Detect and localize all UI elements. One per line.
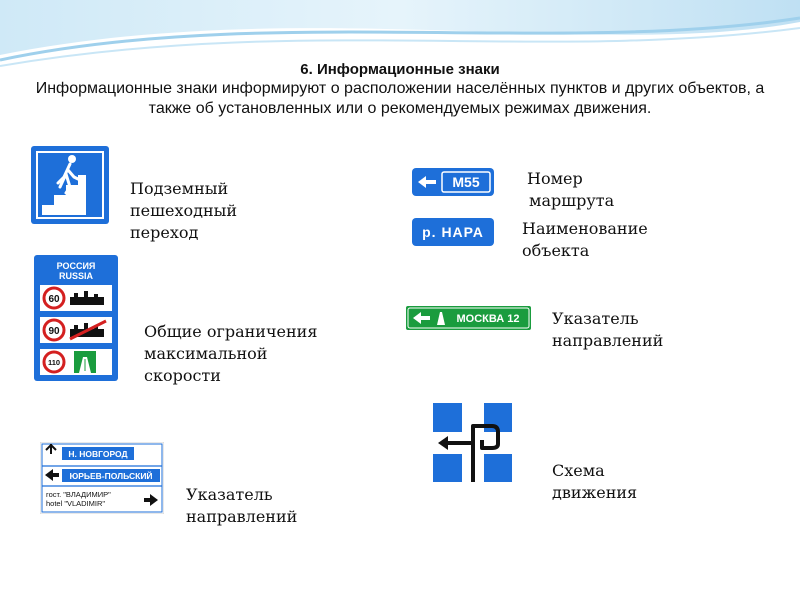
caption-line: переход (130, 223, 199, 242)
direction-board-sign (40, 442, 164, 514)
country-label: РОССИЯ (56, 261, 96, 271)
speed-limit-value: 60 (48, 294, 60, 305)
country-latin-label: RUSSIA (58, 271, 94, 281)
object-name-caption (522, 218, 648, 262)
direction-row-text: ЮРЬЕВ-ПОЛЬСКИЙ (69, 471, 153, 481)
caption-line: Указатель (552, 309, 639, 328)
object-name-text: р. НАРА (422, 224, 484, 240)
caption-line: максимальной (144, 344, 268, 363)
caption-line: Номер (527, 169, 583, 188)
speed-limit-value: 110 (47, 358, 61, 367)
direction-caption-right (552, 308, 663, 352)
caption-line: направлений (552, 331, 664, 350)
underpass-caption (130, 178, 237, 244)
caption-line: Наименование (522, 219, 648, 238)
slide-description: Информационные знаки информируют о расположении населённых пунктов и других объектов, а также об установленных или о рекомендуемых режимах движения. (35, 80, 765, 117)
slide-header (30, 60, 770, 119)
speed-limits-caption (144, 321, 317, 387)
caption-line: Общие ограничения (144, 322, 318, 341)
direction-text: МОСКВА 12 (456, 313, 520, 325)
caption-line: движения (552, 483, 638, 502)
direction-row-text: гост. "ВЛАДИМИР" (46, 490, 111, 499)
traffic-scheme-caption (552, 460, 637, 504)
object-name-sign (412, 218, 494, 246)
direction-row-text: Н. НОВГОРОД (68, 449, 128, 459)
caption-line: объекта (522, 241, 590, 260)
direction-caption-left (186, 484, 297, 528)
green-direction-sign (406, 306, 531, 330)
caption-line: Указатель (186, 485, 273, 504)
slide-title: 6. Информационные знаки (300, 61, 500, 78)
caption-line: Подземный (130, 179, 229, 198)
caption-line: скорости (144, 366, 221, 385)
speed-limit-value: 90 (48, 326, 60, 337)
caption-line: пешеходный (130, 201, 238, 220)
caption-line: маршрута (529, 191, 615, 210)
route-number-caption (527, 168, 614, 212)
route-number-text: М55 (452, 174, 480, 190)
underpass-sign (28, 143, 112, 227)
caption-line: направлений (186, 507, 298, 526)
traffic-scheme-sign (430, 400, 515, 485)
route-number-sign (412, 168, 494, 196)
speed-limits-sign (34, 255, 118, 381)
caption-line: Схема (552, 461, 605, 480)
direction-row-text: hotel "VLADIMIR" (46, 499, 106, 508)
